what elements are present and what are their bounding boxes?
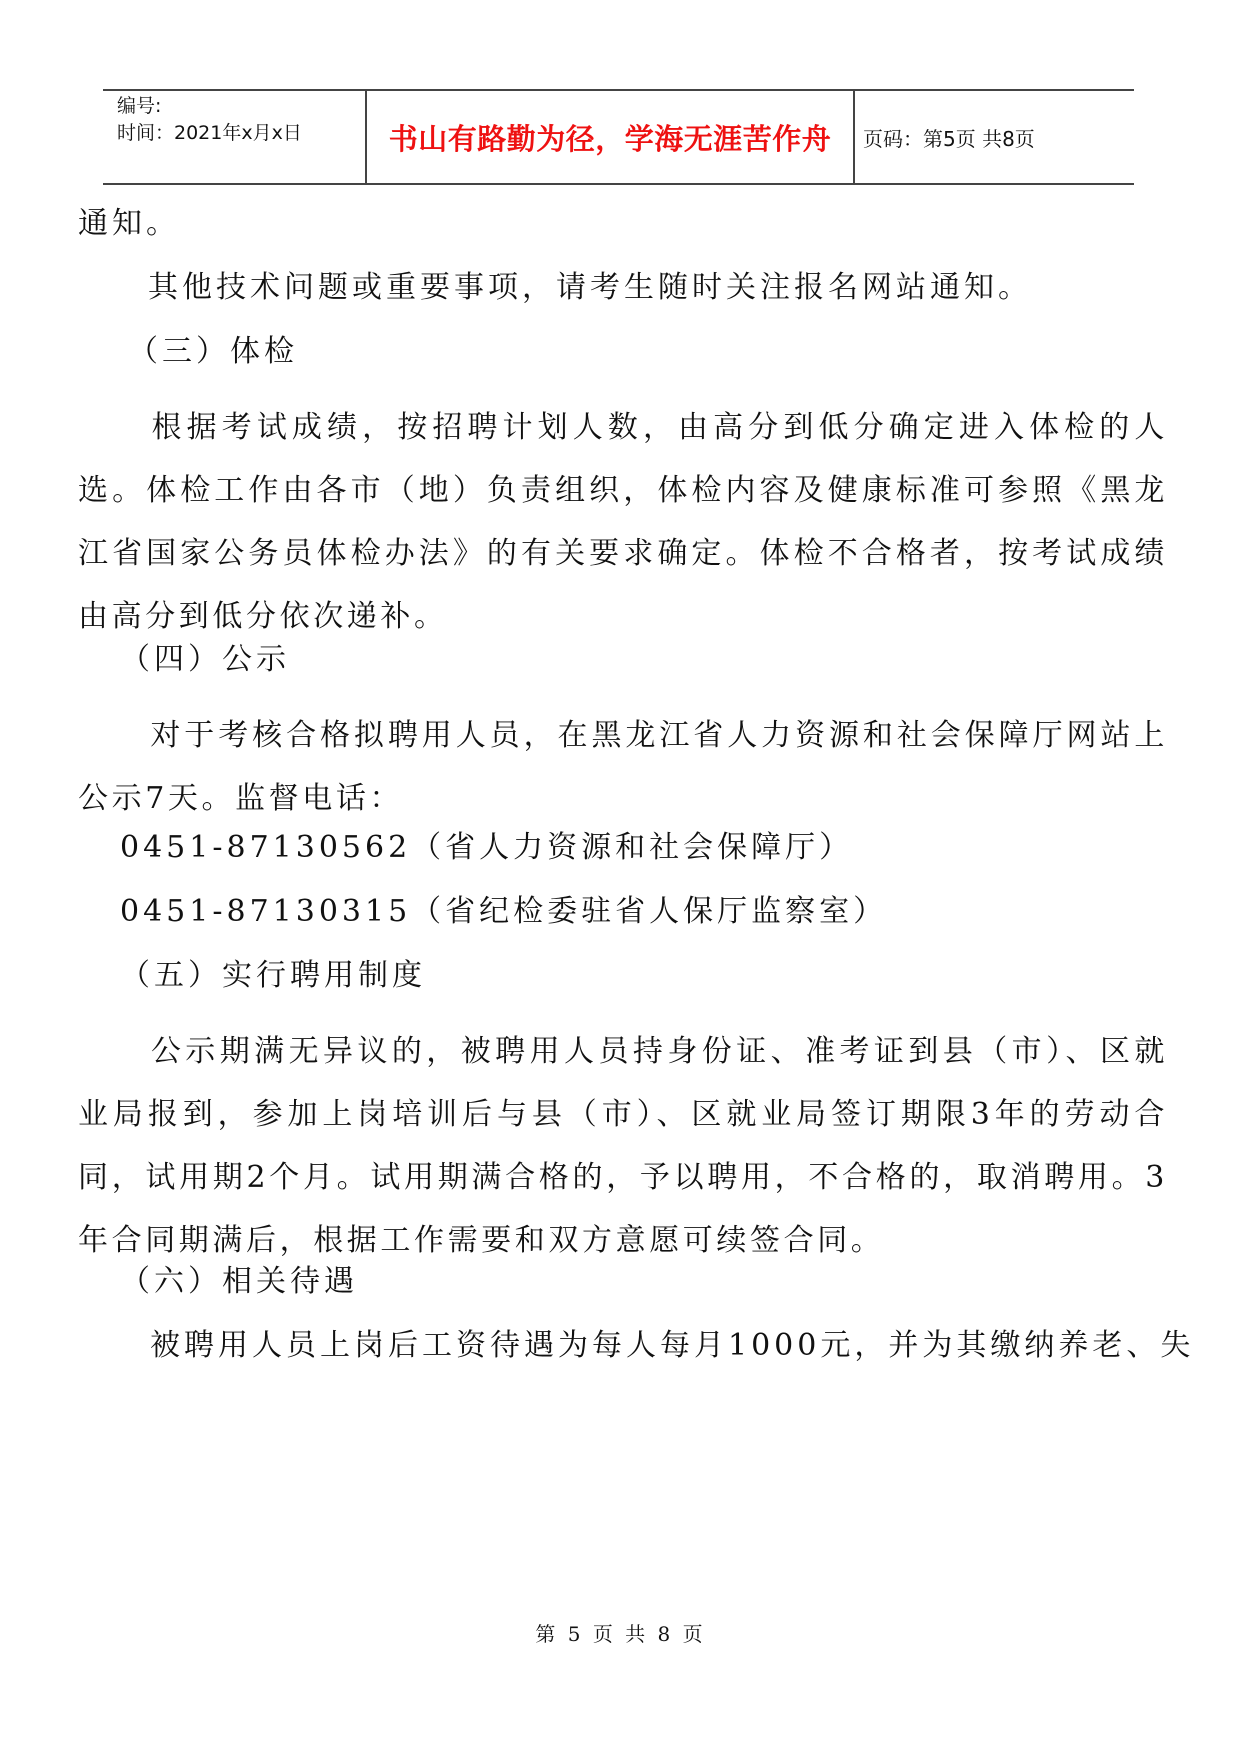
body-line: 通知。 [78, 206, 180, 241]
body-line: 其他技术问题或重要事项，请考生随时关注报名网站通知。 [148, 270, 1032, 305]
section-heading-6: （六）相关待遇 [120, 1264, 358, 1299]
body-line: 被聘用人员上岗后工资待遇为每人每月1000元，并为其缴纳养老、失 [150, 1328, 1195, 1363]
document-time-label: 时间：2021年x月x日 [117, 122, 302, 144]
document-number-label: 编号: [117, 95, 162, 117]
document-header [103, 89, 1134, 185]
phone-line-2: 0451-87130315（省纪检委驻省人保厅监察室） [120, 894, 888, 929]
header-meta [117, 93, 367, 147]
section-heading-3: （三）体检 [128, 334, 298, 369]
paragraph-text: 公示期满无异议的，被聘用人员持身份证、准考证到县（市）、区就业局报到，参加上岗培训后与县（市）、区就业局签订期限3年的劳动合同，试用期2个月。试用期满合格的，予以聘用，不合格的，取消聘用。3年合同期满后，根据工作需要和双方意愿可续签合同。 [78, 1034, 1168, 1258]
paragraph-publicity [78, 704, 1168, 830]
paragraph-physical-exam [78, 396, 1168, 648]
header-page-info: 页码：第5页 共8页 [863, 126, 1035, 151]
section-heading-4: （四）公示 [120, 642, 290, 677]
phone-line-1: 0451-87130562（省人力资源和社会保障厅） [120, 830, 854, 865]
paragraph-text: 对于考核合格拟聘用人员，在黑龙江省人力资源和社会保障厅网站上公示7天。监督电话： [78, 718, 1168, 816]
page-footer: 第 5 页 共 8 页 [535, 1622, 706, 1646]
section-heading-5: （五）实行聘用制度 [120, 958, 426, 993]
paragraph-employment [78, 1020, 1168, 1272]
header-divider [853, 91, 855, 183]
header-motto: 书山有路勤为径，学海无涯苦作舟 [388, 121, 832, 156]
paragraph-text: 根据考试成绩，按招聘计划人数，由高分到低分确定进入体检的人选。体检工作由各市（地）负责组织，体检内容及健康标准可参照《黑龙江省国家公务员体检办法》的有关要求确定。体检不合格者，按考试成绩由高分到低分依次递补。 [78, 410, 1168, 634]
